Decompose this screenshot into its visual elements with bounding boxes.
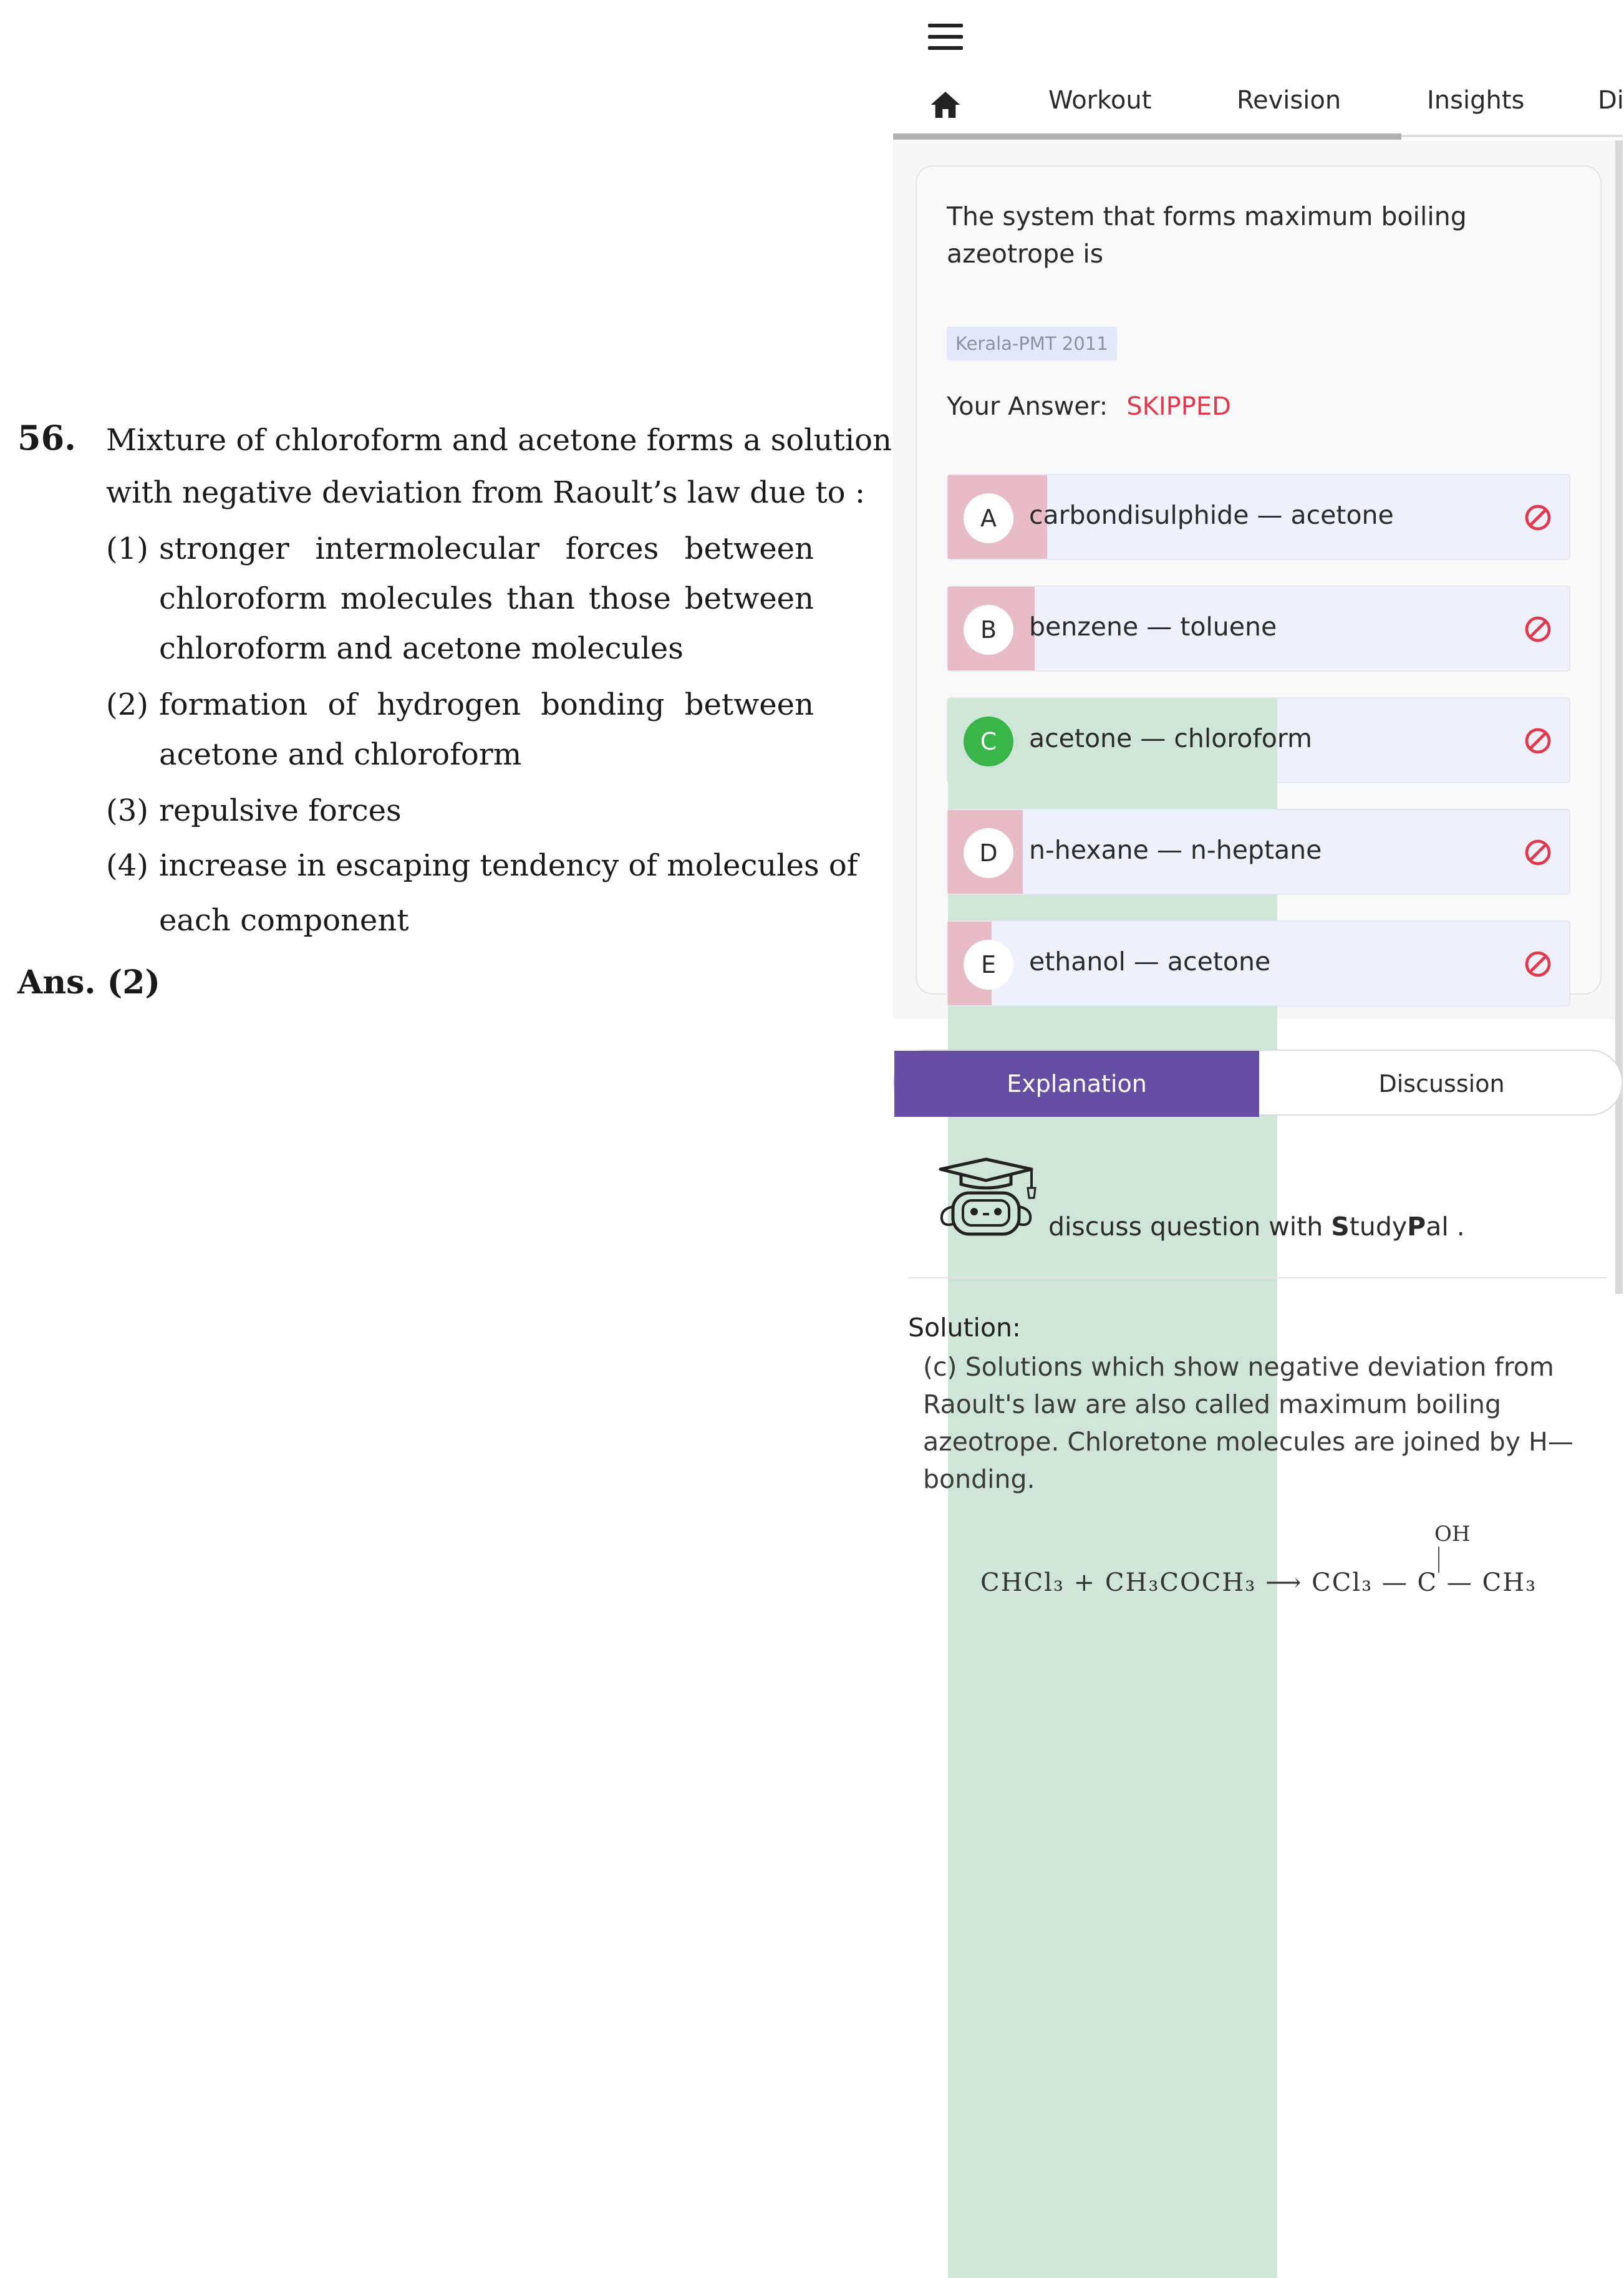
studypal-robot-icon [933, 1157, 1039, 1238]
book-option-2-line-2: acetone and chloroform [159, 737, 522, 772]
book-option-1-line-2: chloroform molecules than those between [159, 581, 814, 616]
book-answer: Ans. (2) [17, 963, 161, 1001]
menu-icon[interactable] [928, 24, 963, 52]
home-icon[interactable] [928, 87, 963, 122]
book-option-number-2: (2) [106, 687, 148, 722]
option-c[interactable] [947, 697, 1570, 783]
book-option-number-4: (4) [106, 848, 148, 883]
book-question-line-1: Mixture of chloroform and acetone forms a solution [106, 423, 892, 458]
studypal-suffix: . [1448, 1212, 1465, 1242]
book-option-number-3: (3) [106, 793, 148, 828]
solution-title: Solution: [908, 1313, 1021, 1343]
report-icon[interactable] [1523, 837, 1553, 867]
book-option-4-line-2: each component [159, 903, 409, 938]
option-d-text: n-hexane — n-heptane [1029, 835, 1322, 865]
option-b[interactable] [947, 586, 1570, 672]
option-b-badge: B [964, 605, 1013, 655]
studypal-prompt[interactable] [933, 1157, 1619, 1244]
question-area [893, 140, 1615, 1020]
formula-oh: OH [1434, 1522, 1471, 1547]
book-option-1-line-1: stronger intermolecular forces between [159, 531, 814, 566]
scrollbar[interactable] [1615, 140, 1623, 1294]
report-icon[interactable] [1523, 949, 1553, 979]
book-option-2-line-1: formation of hydrogen bonding between [159, 687, 814, 722]
solution-body: (c) Solutions which show negative deviation from Raoult's law are also called maximum boiling azeotrope. Chloretone molecules are joined by H—bonding. [923, 1352, 1573, 1494]
explanation-discussion-toggle [893, 1050, 1623, 1116]
option-b-text: benzene — toluene [1029, 612, 1277, 642]
report-icon[interactable] [1523, 614, 1553, 644]
tab-discussion[interactable]: Discussion [1378, 1070, 1505, 1098]
report-icon[interactable] [1523, 503, 1553, 533]
your-answer-label: Your Answer: [947, 392, 1108, 421]
your-answer-status: SKIPPED [1126, 392, 1231, 421]
tab-workout[interactable]: Workout [1048, 86, 1152, 115]
tab-next-partial[interactable]: Di [1598, 86, 1624, 115]
top-tabs [893, 75, 1623, 137]
divider [908, 1277, 1607, 1278]
option-c-text: acetone — chloroform [1029, 723, 1312, 753]
book-option-1-line-3: chloroform and acetone molecules [159, 631, 684, 666]
question-text: The system that forms maximum boiling azeotrope is [947, 201, 1467, 269]
option-a-badge: A [964, 493, 1013, 543]
reaction-formula [893, 1515, 1623, 1597]
book-option-number-1: (1) [106, 531, 148, 566]
book-option-4-line-1: increase in escaping tendency of molecules of [159, 848, 858, 883]
studypal-brand: StudyPal [1331, 1212, 1449, 1242]
studypal-text[interactable] [1048, 1212, 1465, 1242]
question-number: 56. [17, 418, 76, 458]
formula-line: CHCl₃ + CH₃COCH₃ ⟶ CCl₃ — C — CH₃ [980, 1568, 1537, 1597]
book-question-line-2: with negative deviation from Raoult’s law due to : [106, 475, 865, 510]
question-card [916, 165, 1602, 995]
book-option-3-line-1: repulsive forces [159, 793, 402, 828]
option-a[interactable] [947, 474, 1570, 560]
tab-indicator [893, 133, 1401, 140]
report-icon[interactable] [1523, 726, 1553, 756]
option-d-badge: D [964, 828, 1013, 878]
app-panel [893, 0, 1624, 1597]
exam-tag: Kerala-PMT 2011 [947, 327, 1117, 360]
your-answer-row [947, 392, 1231, 421]
option-e-badge: E [964, 940, 1013, 990]
studypal-prefix: discuss question with [1048, 1212, 1332, 1242]
tab-explanation[interactable]: Explanation [894, 1051, 1259, 1117]
option-d[interactable] [947, 809, 1570, 895]
option-a-text: carbondisulphide — acetone [1029, 500, 1394, 530]
tab-insights[interactable]: Insights [1427, 86, 1525, 115]
textbook-page [0, 0, 892, 1580]
tab-revision[interactable]: Revision [1237, 86, 1341, 115]
option-c-badge: C [964, 717, 1013, 766]
option-e[interactable] [947, 920, 1570, 1006]
option-e-text: ethanol — acetone [1029, 947, 1271, 977]
